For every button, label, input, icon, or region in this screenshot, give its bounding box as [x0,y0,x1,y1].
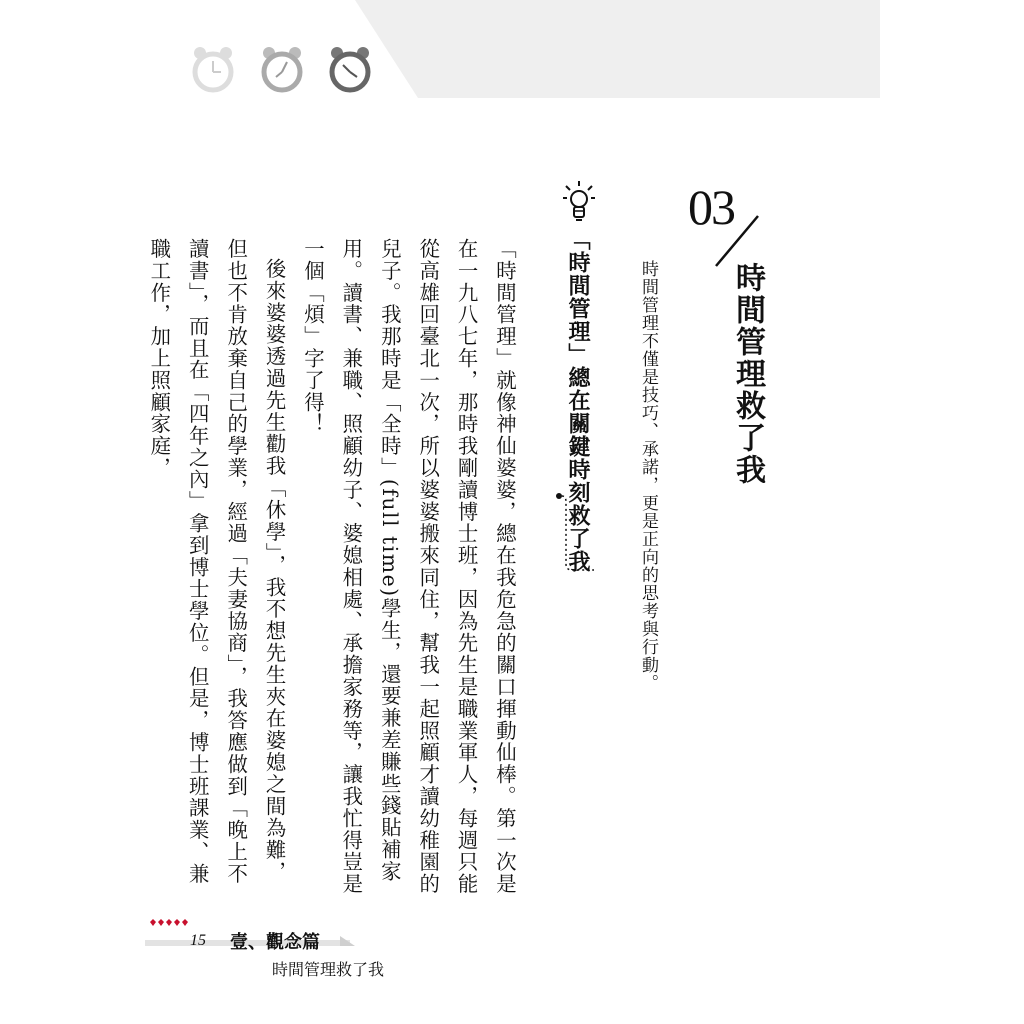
heading-dotted-underline [556,492,596,574]
clock-icon-medium [259,45,305,95]
chapter-title: 時間管理救了我 [730,262,765,486]
top-banner [0,0,1024,98]
page-number: 15 [190,932,206,949]
section-label: 壹、觀念篇 [230,932,320,953]
chapter-number: 03 [688,179,734,235]
chapter-subtitle: 時間管理不僅是技巧、承諾，更是正向的思考與行動。 [638,260,658,692]
running-title: 時間管理救了我 [272,960,385,979]
paragraph: 後來婆婆透過先生勸我「休學」，我不想先生夾在婆媳之間為難，但也不肯放棄自己的學業，經過「夫妻協商」，我答應做到「晚上不讀書」，而且在「四年之內」拿到博士學位。但是，博士班課業、兼職工作，加上照顧家庭， [147,238,287,885]
body-text [147,238,524,898]
clock-icon-light [190,45,236,95]
clock-icon-dark [327,45,373,95]
paragraph: 「時間管理」就像神仙婆婆，總在我危急的關口揮動仙棒。第一次是在一九八七年，那時我剛讀博士班，因為先生是職業軍人，每週只能從高雄回臺北一次，所以婆婆搬來同住，幫我一起照顧才讀幼稚園的兒子。我那時是「全時」(full time)學生，還要兼差賺些錢貼補家用。讀書、兼職、照顧幼子、婆媳相處、承擔家務等，讓我忙得豈是一個「煩」字了得！ [300,238,517,895]
lightbulb-icon [562,180,596,224]
section-heading: 「時間管理」總在關鍵時刻救了我 [565,228,590,573]
